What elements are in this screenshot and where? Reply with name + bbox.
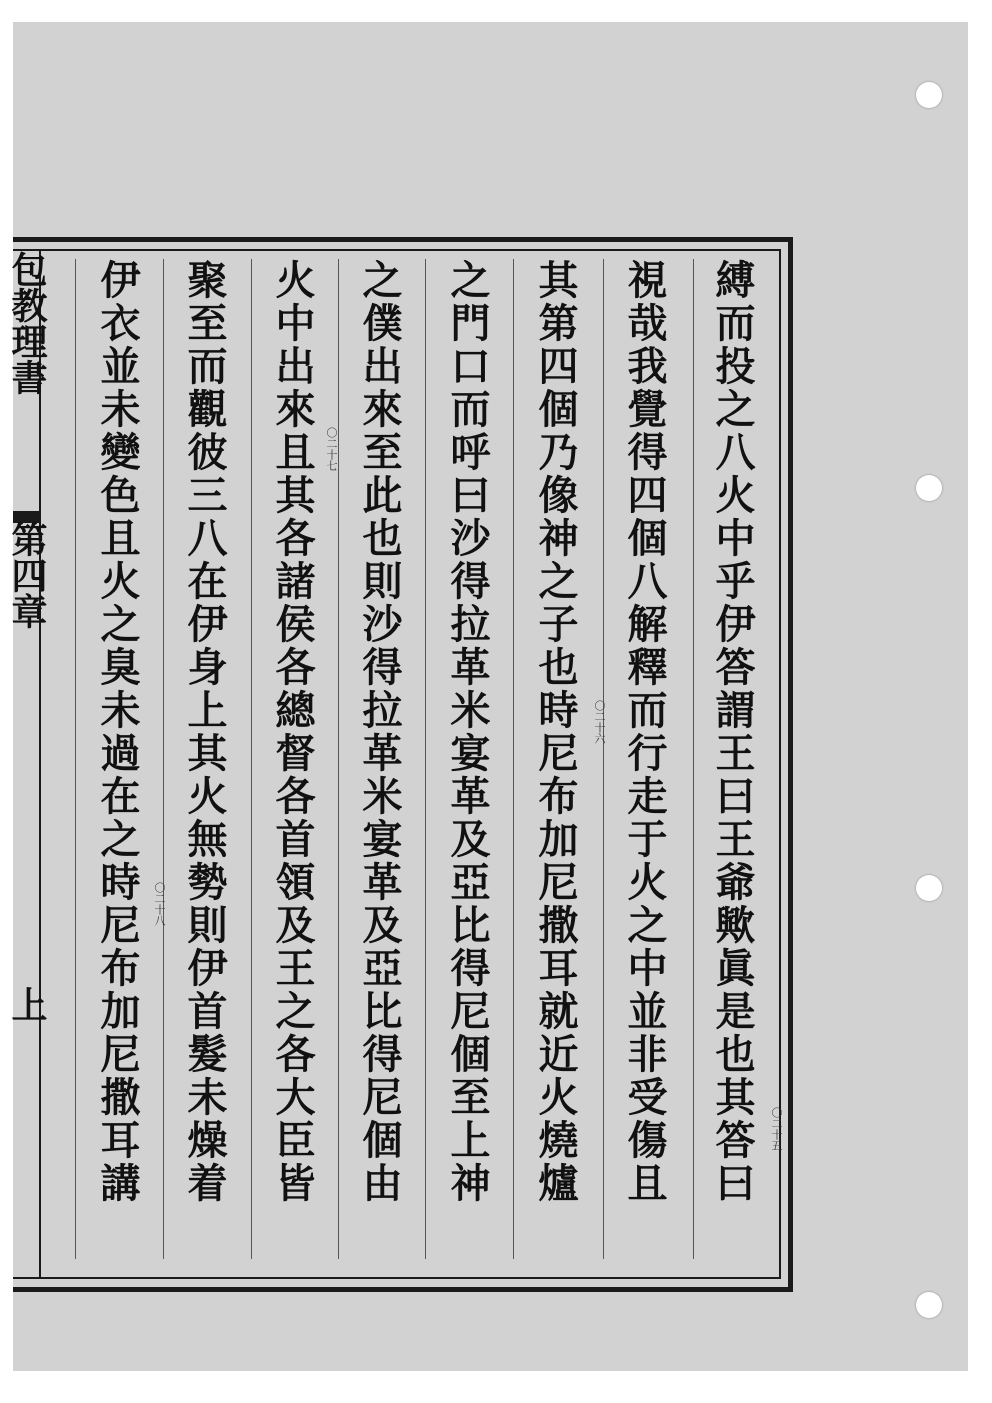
margin-chapter: 第四章 — [6, 521, 48, 629]
margin-page-number: 上 — [6, 986, 48, 1022]
column-rule — [513, 259, 514, 1259]
text-column-7: 聚至而觀彼三八在伊身上其火無勢則伊首髮未燥着 — [181, 259, 228, 1205]
margin-title: 包教理書 — [6, 251, 48, 395]
text-column-8: 伊衣並未變色且火之臭未過在之時尼布加尼撒耳講 — [94, 259, 141, 1205]
column-rule — [75, 259, 76, 1259]
verse-note: 〇二十六 — [593, 700, 606, 744]
text-column-5: 之僕出來至此也則沙得拉革米宴革及亞比得尼個由 — [356, 259, 403, 1205]
column-rule — [603, 259, 604, 1259]
binder-hole-4 — [916, 1292, 942, 1318]
text-column-1: 縛而投之八火中乎伊答謂王曰王爺歟眞是也其答曰 — [709, 259, 756, 1205]
column-rule — [251, 259, 252, 1259]
text-column-6: 火中出來且其各諸侯各總督各首領及王之各大臣皆 — [269, 259, 316, 1205]
column-rule — [693, 259, 694, 1259]
column-rule — [425, 259, 426, 1259]
column-rule — [338, 259, 339, 1259]
verse-note: 〇二十七 — [325, 427, 338, 471]
printed-text-block — [6, 237, 798, 1297]
verse-note: 〇二十五 — [770, 1107, 783, 1151]
verse-note: 〇二十八 — [153, 882, 166, 926]
binder-hole-2 — [916, 475, 942, 501]
scanned-page — [6, 22, 968, 1371]
column-rule — [163, 259, 164, 1259]
text-column-3: 其第四個乃像神之子也時尼布加尼撒耳就近火燒爐 — [532, 259, 579, 1205]
binder-hole-3 — [916, 875, 942, 901]
text-column-2: 視哉我覺得四個八解釋而行走于火之中並非受傷且 — [621, 259, 668, 1205]
text-column-4: 之門口而呼曰沙得拉革米宴革及亞比得尼個至上神 — [444, 259, 491, 1205]
binder-hole-1 — [916, 82, 942, 108]
margin-strip — [6, 251, 48, 1277]
